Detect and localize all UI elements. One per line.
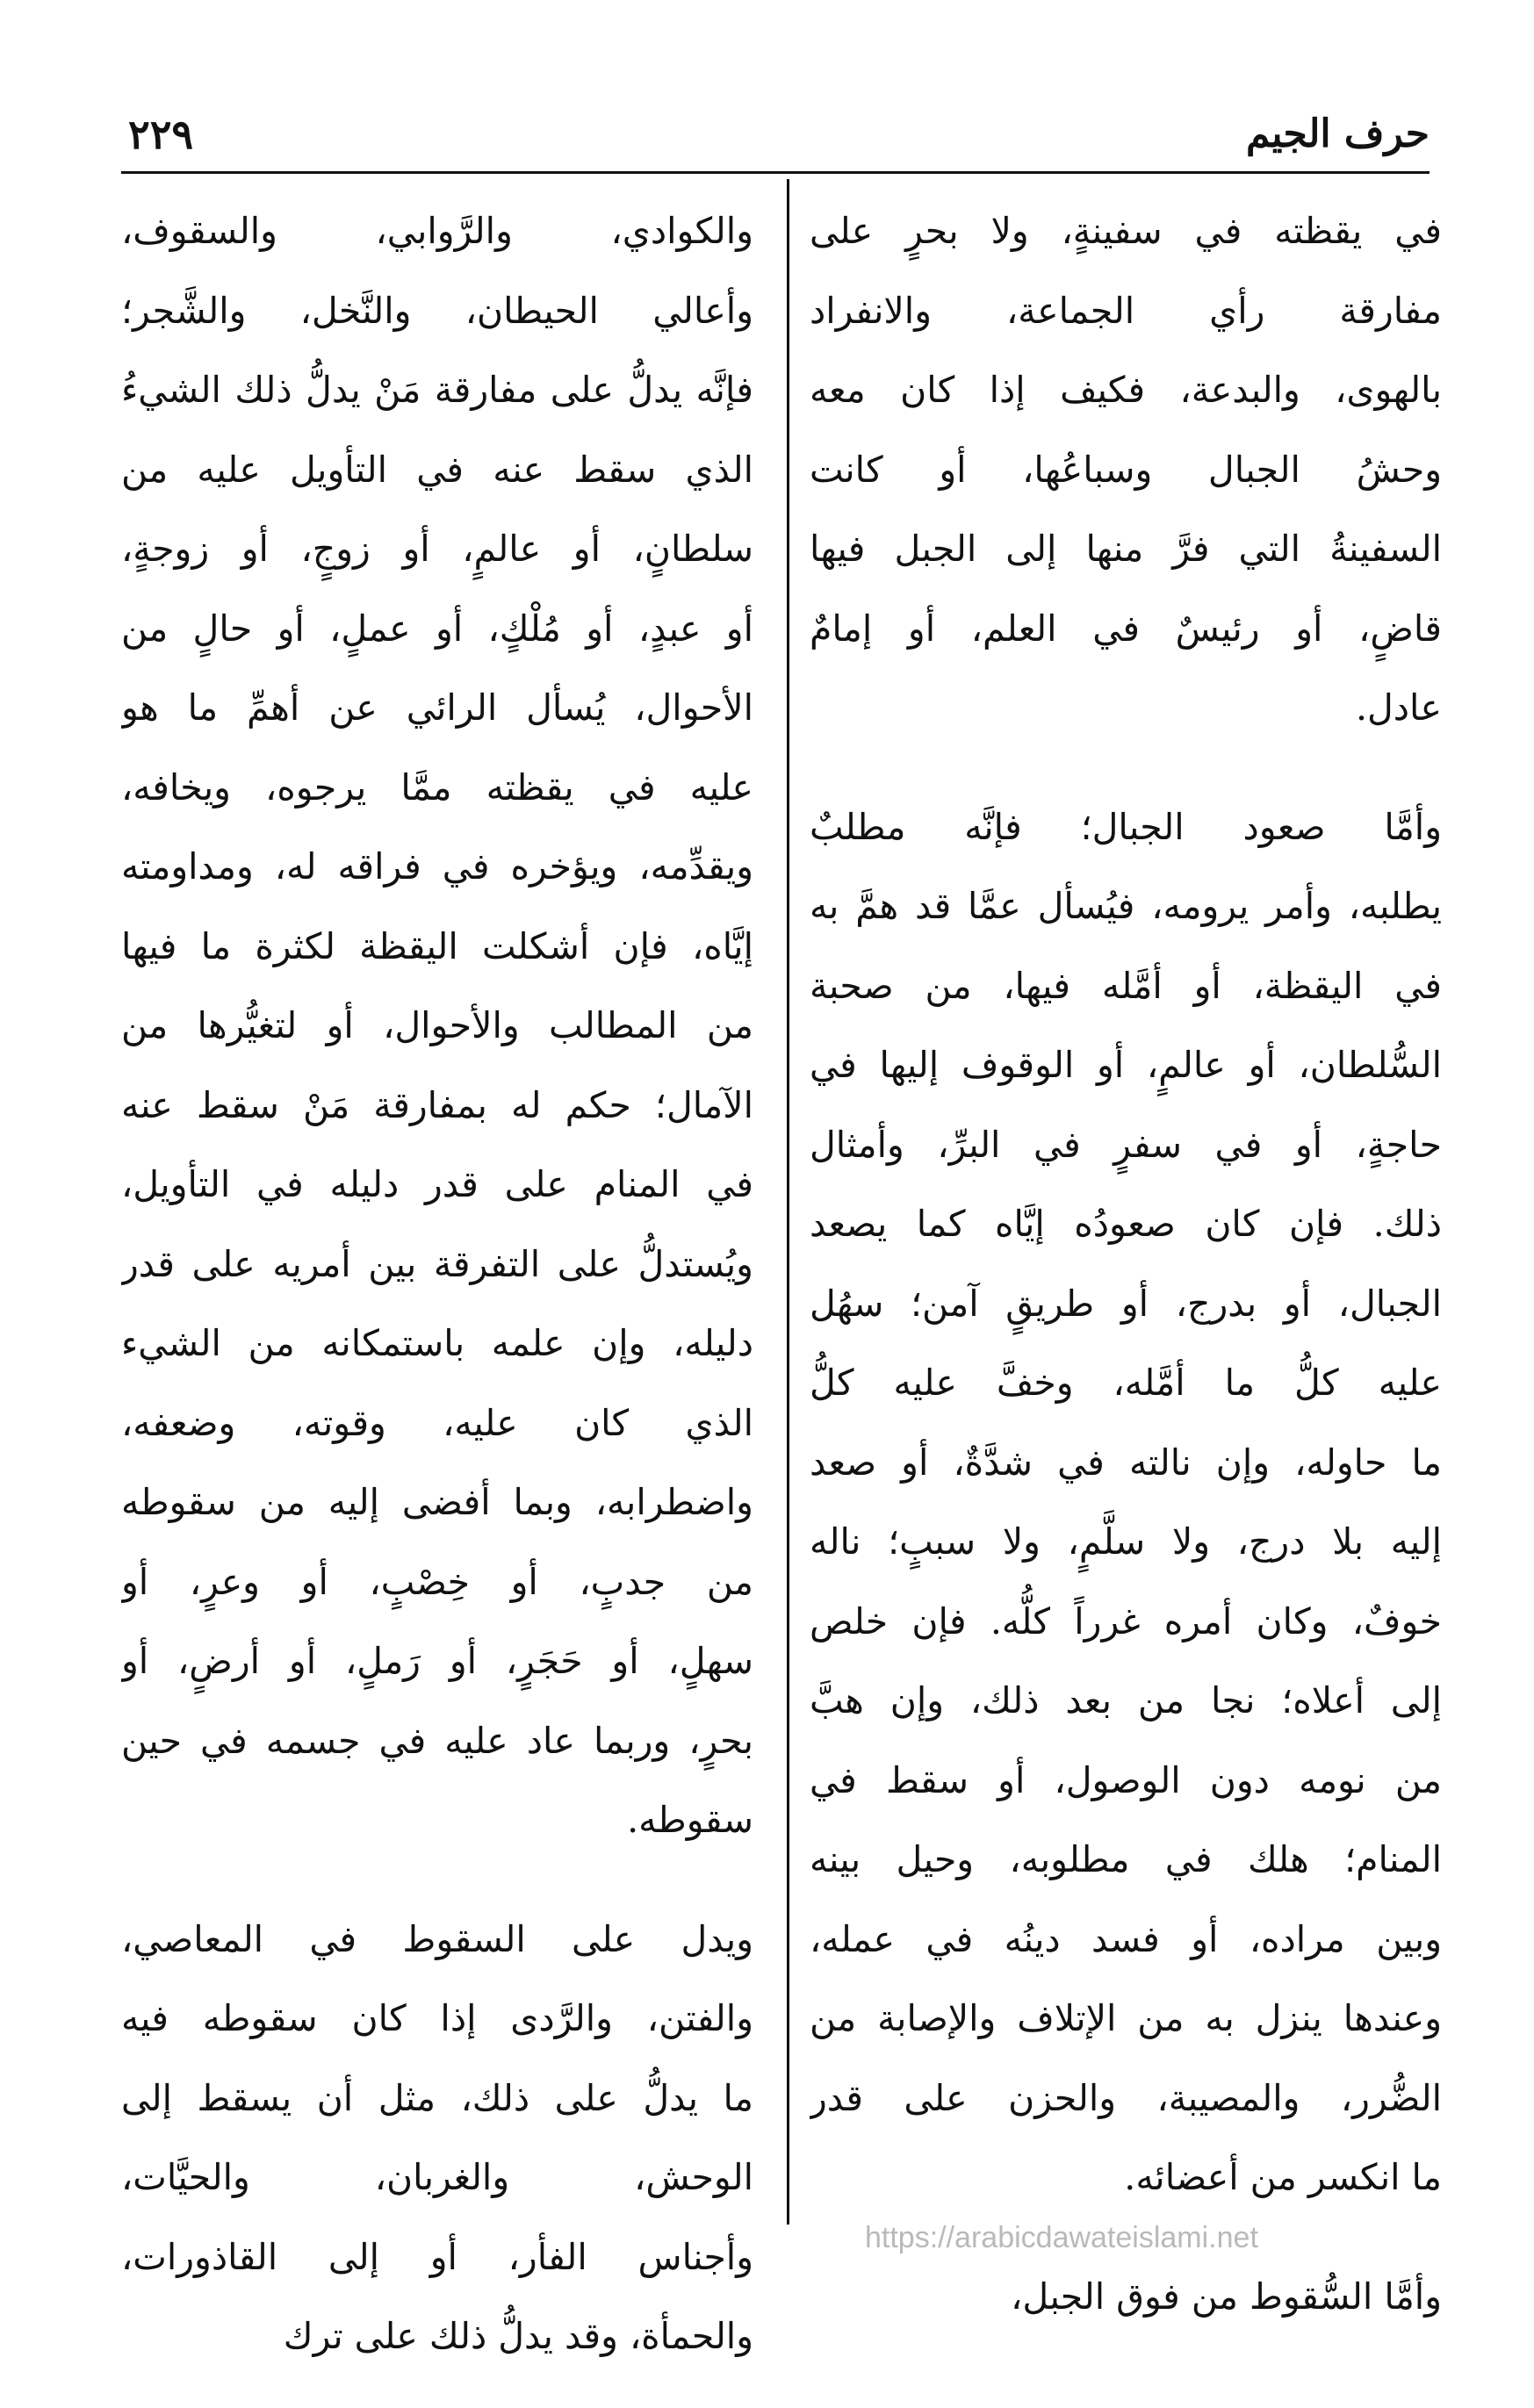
text-line: وأجناس الفأر، أو إلى القاذورات،: [121, 2235, 753, 2278]
text-line: من المطالب والأحوال، أو لتغيُّرها من: [121, 1004, 753, 1046]
text-line: والكوادي، والرَّوابي، والسقوف،: [121, 210, 753, 252]
text-line: المنام؛ هلك في مطلوبه، وحيل بينه: [810, 1838, 1442, 1880]
text-line: في المنام على قدر دليله في التأويل،: [121, 1163, 753, 1205]
text-line: سهلٍ، أو حَجَرٍ، أو رَملٍ، أو أرضٍ، أو: [121, 1640, 753, 1682]
text-line: من جدبٍ، أو خِصْبٍ، أو وعرٍ، أو: [121, 1560, 753, 1603]
text-line: ذلك. فإن كان صعودُه إيَّاه كما يصعد: [810, 1203, 1442, 1245]
paragraph-gap: [810, 748, 1442, 787]
text-line: بحرٍ، وربما عاد عليه في جسمه في حين: [121, 1719, 753, 1762]
text-line: ما حاوله، وإن نالته في شدَّةٌ، أو صعد: [810, 1441, 1442, 1484]
text-line: وبين مراده، أو فسد دينُه في عمله،: [810, 1917, 1442, 1960]
text-line: وأعالي الحيطان، والنَّخل، والشَّجر؛: [121, 289, 753, 332]
text-line: بالهوى، والبدعة، فكيف إذا كان معه: [810, 369, 1442, 411]
text-line: الأحوال، يُسأل الرائي عن أهمِّ ما هو: [121, 686, 753, 729]
text-line: من نومه دون الوصول، أو سقط في: [810, 1758, 1442, 1801]
text-line: الذي كان عليه، وقوته، وضعفه،: [121, 1401, 753, 1444]
text-line: مفارقة رأي الجماعة، والانفراد: [810, 289, 1442, 332]
page-header: [121, 104, 1430, 179]
left-column: [121, 191, 753, 2376]
watermark: https://arabicdawateislami.net: [865, 2221, 1258, 2254]
running-title: حرف الجيم: [1246, 111, 1430, 156]
text-line: دليله، وإن علمه باستمكانه من الشيء: [121, 1322, 753, 1364]
text-line: وأمَّا صعود الجبال؛ فإنَّه مطلبٌ: [810, 805, 1442, 848]
text-line: عليه في يقظته ممَّا يرجوه، ويخافه،: [121, 766, 753, 809]
text-line: الضُّرر، والمصيبة، والحزن على قدر: [810, 2076, 1442, 2119]
text-line: سقوطه.: [627, 1799, 753, 1841]
paragraph-gap: [121, 1860, 753, 1900]
text-line: الوحش، والغربان، والحيَّات،: [121, 2156, 753, 2198]
text-line: وأمَّا السُّقوط من فوق الجبل،: [1011, 2275, 1442, 2318]
right-column: [810, 191, 1442, 2336]
text-line: عليه كلُّ ما أمَّله، وخفَّ عليه كلُّ: [810, 1362, 1442, 1404]
text-line: قاضٍ، أو رئيسٌ في العلم، أو إمامٌ: [810, 607, 1442, 650]
text-line: ويقدِّمه، ويؤخره في فراقه له، ومداومته: [121, 845, 753, 888]
text-line: عادل.: [1355, 686, 1442, 729]
text-line: الذي سقط عنه في التأويل عليه من: [121, 448, 753, 491]
text-line: ويدل على السقوط في المعاصي،: [121, 1917, 753, 1960]
text-line: خوفٌ، وكان أمره غرراً كلُّه. فإن خلص: [810, 1599, 1442, 1642]
text-line: إليه بلا درج، ولا سلَّمٍ، ولا سببٍ؛ ناله: [810, 1520, 1442, 1563]
text-line: والفتن، والرَّدى إذا كان سقوطه فيه: [121, 1997, 753, 2039]
text-line: ما انكسر من أعضائه.: [1124, 2156, 1442, 2198]
text-line: إيَّاه، فإن أشكلت اليقظة لكثرة ما فيها: [121, 924, 753, 967]
text-line: وعندها ينزل به من الإتلاف والإصابة من: [810, 1997, 1442, 2039]
text-line: الجبال، أو بدرج، أو طريقٍ آمن؛ سهُل: [810, 1282, 1442, 1325]
text-line: في يقظته في سفينةٍ، ولا بحرٍ على: [810, 210, 1442, 252]
text-line: أو عبدٍ، أو مُلْكٍ، أو عملٍ، أو حالٍ من: [121, 607, 753, 650]
text-line: فإنَّه يدلُّ على مفارقة مَنْ يدلُّ ذلك الشيءُ: [121, 369, 753, 411]
text-line: واضطرابه، وبما أفضى إليه من سقوطه: [121, 1481, 753, 1523]
text-line: ما يدلُّ على ذلك، مثل أن يسقط إلى: [121, 2076, 753, 2119]
text-line: والحمأة، وقد يدلُّ ذلك على ترك: [283, 2315, 753, 2357]
text-line: الآمال؛ حكم له بمفارقة مَنْ سقط عنه: [121, 1083, 753, 1126]
header-rule: [121, 171, 1430, 174]
text-line: إلى أعلاه؛ نجا من بعد ذلك، وإن هبَّ: [810, 1679, 1442, 1722]
text-line: في اليقظة، أو أمَّله فيها، من صحبة: [810, 964, 1442, 1007]
column-divider: [787, 179, 789, 2225]
text-line: يطلبه، وأمر يرومه، فيُسأل عمَّا قد همَّ به: [810, 885, 1442, 927]
text-line: السُّلطان، أو عالمٍ، أو الوقوف إليها في: [810, 1044, 1442, 1086]
page-number: ٢٢٩: [128, 111, 194, 158]
text-line: سلطانٍ، أو عالمٍ، أو زوجٍ، أو زوجةٍ،: [121, 528, 753, 570]
text-line: السفينةُ التي فرَّ منها إلى الجبل فيها: [810, 528, 1442, 570]
text-line: ويُستدلُّ على التفرقة بين أمريه على قدر: [121, 1242, 753, 1285]
text-line: وحشُ الجبال وسباعُها، أو كانت: [810, 448, 1442, 491]
text-line: حاجةٍ، أو في سفرٍ في البرِّ، وأمثال: [810, 1123, 1442, 1166]
